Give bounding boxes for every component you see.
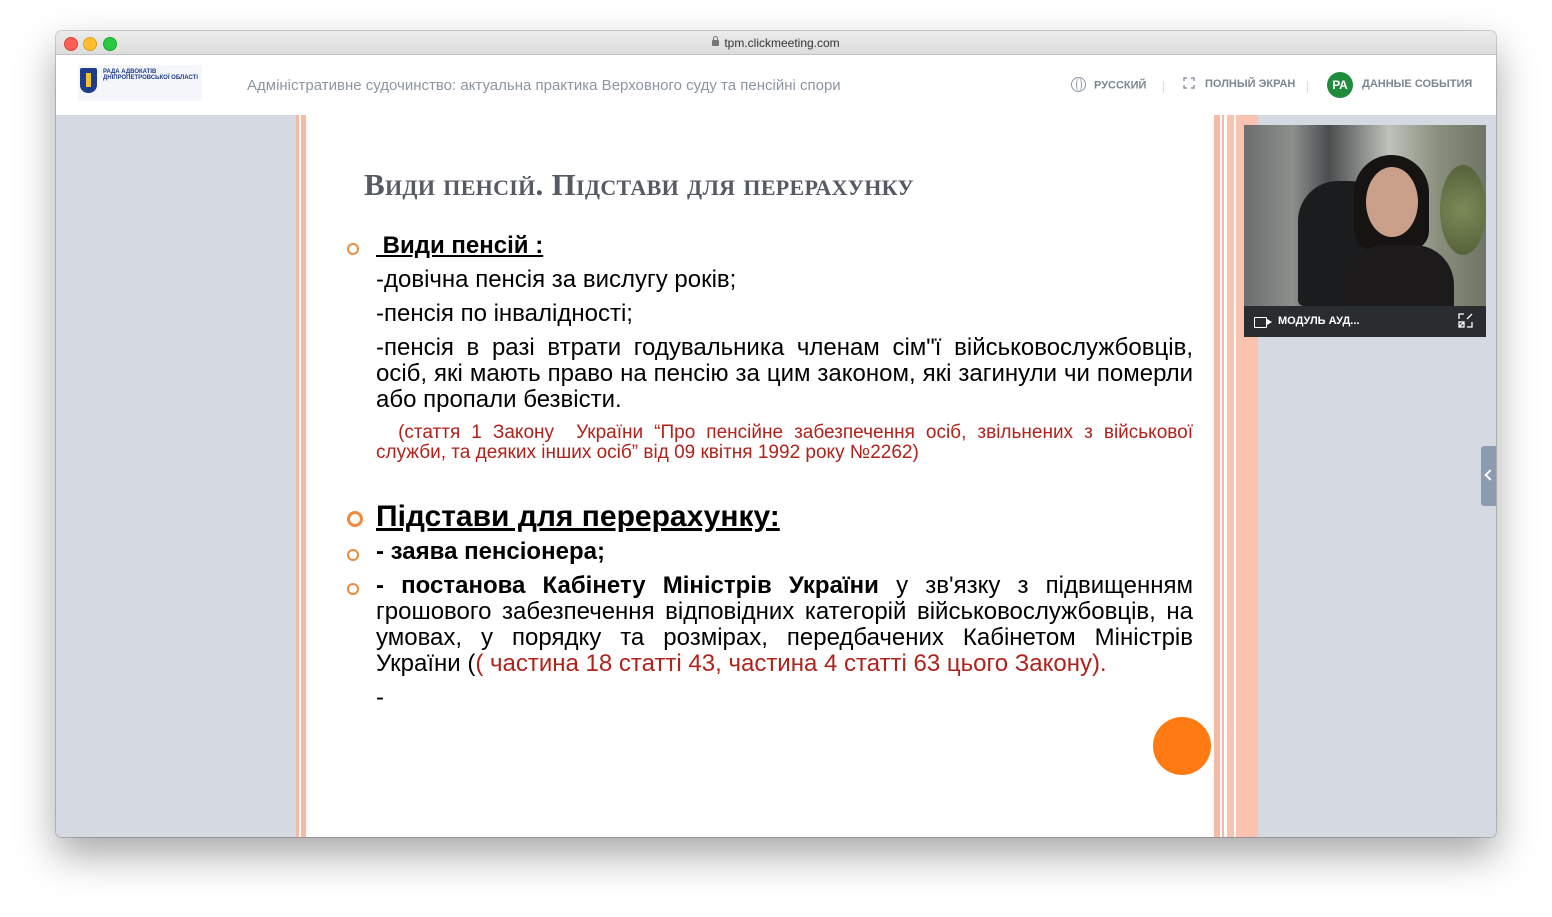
fullscreen-button[interactable] <box>1183 78 1295 90</box>
fullscreen-icon <box>1183 77 1195 89</box>
logo[interactable] <box>78 65 202 101</box>
slide-stripe <box>299 115 301 837</box>
globe-icon <box>1071 77 1086 92</box>
webcam-label: МОДУЛЬ АУД... <box>1278 315 1360 327</box>
url-text: tpm.clickmeeting.com <box>724 36 840 50</box>
bullet-icon <box>347 549 359 561</box>
avatar[interactable]: РА <box>1327 72 1353 98</box>
pension-type-item: -довічна пенсія за вислугу років; <box>376 266 737 293</box>
section-heading-pension-types: Види пенсій : <box>376 232 544 259</box>
header-divider <box>1307 81 1308 93</box>
list-item <box>376 573 1193 677</box>
reason-text: у зв'язку з підвищенням грошового забезпечення відповідних категорій військовослужбовців, на умовах, у порядку та розмірах, передбачених Кабінетом Міністрів України ( <box>376 572 1193 677</box>
slide-stripe <box>296 115 306 837</box>
logo-text: РАДА АДВОКАТІВ ДНІПРОПЕТРОВСЬКОЇ ОБЛАСТІ <box>103 69 198 81</box>
slide-title: Види пенсій. Підстави для перерахунку <box>364 167 914 202</box>
side-panel-toggle[interactable] <box>1481 446 1496 506</box>
reason-item: - заява пенсіонера; <box>376 538 605 565</box>
lock-icon <box>712 40 719 46</box>
browser-titlebar <box>56 31 1496 55</box>
webcam-video <box>1344 245 1454 306</box>
event-title: Адміністративне судочинство: актуальна практика Верховного суду та пенсійні спори <box>247 77 841 94</box>
reason-item <box>376 573 1193 677</box>
slide-stripe <box>1214 115 1220 837</box>
header-divider <box>1163 81 1164 93</box>
pension-type-item: -пенсія в разі втрати годувальника членам сім"ї військовослужбовців, осіб, які мають право на пенсію за цим законом, які загинули чи померли або пропали безвісти. <box>376 334 1193 413</box>
presentation-stage <box>56 115 1496 837</box>
pension-type-item: -пенсія по інвалідності; <box>376 300 633 327</box>
bullet-icon <box>347 511 363 527</box>
dash-item: - <box>376 684 384 711</box>
reason-bold-text: - постанова Кабінету Міністрів України <box>376 572 879 599</box>
slide-stripe <box>1222 115 1224 837</box>
fullscreen-label: ПОЛНЫЙ ЭКРАН <box>1205 78 1296 90</box>
section-heading-recalculation: Підстави для перерахунку: <box>376 500 780 533</box>
list-item <box>376 233 1193 259</box>
bullet-icon <box>347 583 359 595</box>
webcam-video <box>1366 167 1418 237</box>
slide-stripe <box>1234 115 1236 837</box>
app-header <box>56 55 1496 116</box>
slide-content <box>376 232 1199 711</box>
language-button[interactable] <box>1071 78 1146 93</box>
address-bar[interactable] <box>56 36 1496 50</box>
event-data-button[interactable]: ДАННЫЕ СОБЫТИЯ <box>1362 78 1473 90</box>
list-item <box>376 539 1193 565</box>
camera-icon <box>1254 317 1267 328</box>
trident-shield-icon <box>80 68 97 93</box>
webcam-video <box>1440 165 1486 255</box>
law-citation: (стаття 1 Закону України “Про пенсійне забезпечення осіб, звільнених з військової служби, та деяких інших осіб” від 09 квітня 1992 року №2262) <box>376 422 1199 463</box>
reason-reference: ( частина 18 статті 43, частина 4 статті 63 цього Закону). <box>475 650 1107 677</box>
language-label: РУССКИЙ <box>1094 79 1147 92</box>
webcam-tile <box>1244 125 1486 337</box>
browser-window <box>56 31 1496 837</box>
list-item <box>376 501 1193 533</box>
slide <box>296 115 1258 837</box>
pointer-dot <box>1153 717 1211 775</box>
bullet-icon <box>347 243 359 255</box>
expand-video-icon[interactable] <box>1458 313 1473 328</box>
